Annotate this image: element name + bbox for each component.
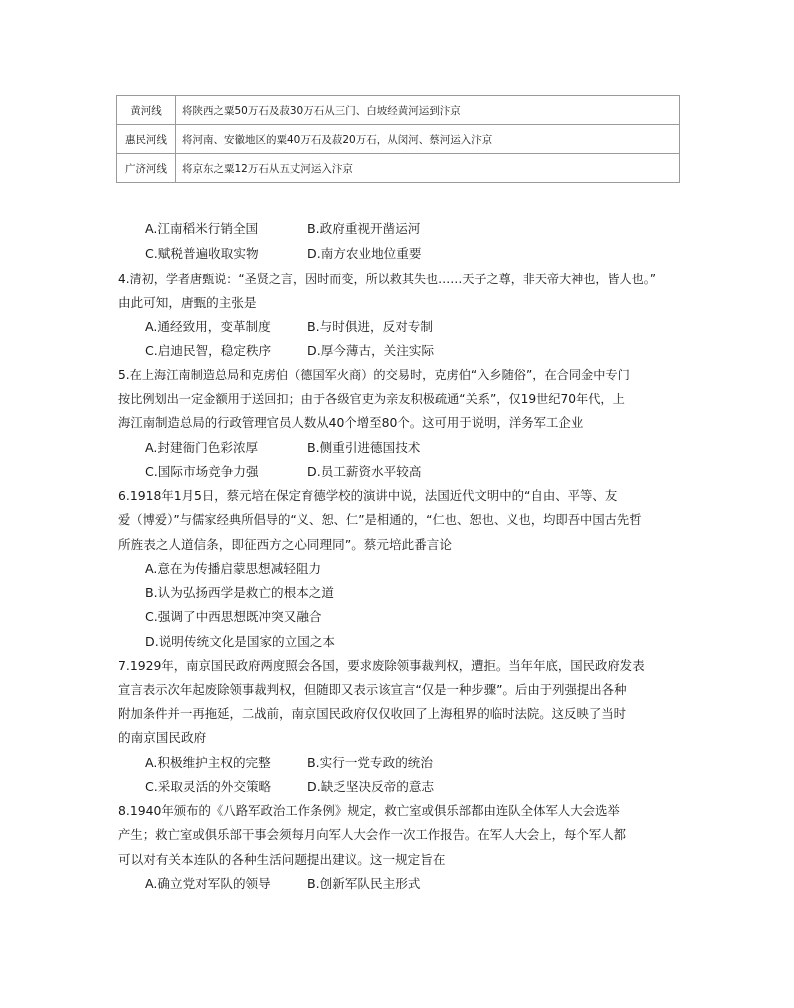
q4-stem-line: 由此可知，唐甄的主张是 xyxy=(118,295,257,310)
q3-option-d: D.南方农业地位重要 xyxy=(307,246,422,261)
canal-desc: 将陕西之粟50万石及菽30万石从三门、白坡经黄河运到汴京 xyxy=(176,96,680,125)
q4-option-c: C.启迪民智，稳定秩序 xyxy=(145,343,272,358)
canal-name: 惠民河线 xyxy=(117,125,176,154)
q5-option-a: A.封建衙门色彩浓厚 xyxy=(145,440,259,455)
q6-option-d: D.说明传统文化是国家的立国之本 xyxy=(145,634,336,649)
table-row xyxy=(117,125,680,154)
q7-stem-line: 的南京国民政府 xyxy=(118,730,207,745)
q6-stem-line: 所旌表之人道信条，即征西方之心同理同”。蔡元培此番言论 xyxy=(118,537,452,552)
q8-stem-line: 产生；救亡室或俱乐部干事会须每月向军人大会作一次工作报告。在军人大会上，每个军人都 xyxy=(118,827,627,842)
canal-desc: 将京东之粟12万石从五丈河运入汴京 xyxy=(176,154,680,183)
q6-stem-line: 爱（博爱）”与儒家经典所倡导的“义、恕、仁”是相通的，“仁也、恕也、义也，均即吾中国古先哲 xyxy=(118,513,642,527)
q6-option-b: B.认为弘扬西学是救亡的根本之道 xyxy=(145,585,334,600)
canal-table xyxy=(116,95,680,183)
q3-option-b: B.政府重视开凿运河 xyxy=(307,221,421,236)
q8-option-b: B.创新军队民主形式 xyxy=(307,876,421,891)
q6-stem-line: 6.1918年1月5日，蔡元培在保定育德学校的演讲中说，法国近代文明中的“自由、平等、友 xyxy=(118,488,618,503)
q6-option-a: A.意在为传播启蒙思想减轻阻力 xyxy=(145,561,322,576)
q3-option-a: A.江南稻米行销全国 xyxy=(145,221,259,236)
table-row xyxy=(117,154,680,183)
q3-option-c: C.赋税普遍收取实物 xyxy=(145,246,259,261)
q8-stem-line: 可以对有关本连队的各种生活问题提出建议。这一规定旨在 xyxy=(118,852,446,867)
q5-stem-line: 5.在上海江南制造总局和克虏伯（德国军火商）的交易时，克虏伯“入乡随俗”，在合同金中专门 xyxy=(118,368,630,382)
q7-option-a: A.积极维护主权的完整 xyxy=(145,755,271,770)
q5-stem-line: 海江南制造总局的行政管理官员人数从40个增至80个。这可用于说明，洋务军工企业 xyxy=(118,415,584,430)
q5-option-b: B.侧重引进德国技术 xyxy=(307,440,421,455)
q8-option-a: A.确立党对军队的领导 xyxy=(145,876,271,891)
q7-option-b: B.实行一党专政的统治 xyxy=(307,755,433,770)
q4-option-b: B.与时俱进，反对专制 xyxy=(307,319,433,334)
q7-stem-line: 附加条件并一再拖延，二战前，南京国民政府仅仅收回了上海租界的临时法院。这反映了当时 xyxy=(118,706,627,721)
q4-option-d: D.厚今薄古，关注实际 xyxy=(307,343,435,358)
q7-stem-line: 7.1929年，南京国民政府两度照会各国，要求废除领事裁判权，遭拒。当年年底，国民政府发表 xyxy=(118,658,645,673)
q4-option-a: A.通经致用，变革制度 xyxy=(145,319,271,334)
q7-stem-line: 宣言表示次年起废除领事裁判权，但随即又表示该宣言“仅是一种步骤”。后由于列强提出各种 xyxy=(118,682,627,697)
canal-name: 黄河线 xyxy=(117,96,176,125)
q5-option-d: D.员工薪资水平较高 xyxy=(307,464,422,479)
q5-stem-line: 按比例划出一定金额用于送回扣；由于各级官吏为亲友积极疏通“关系”，仅19世纪70年代，上 xyxy=(118,392,625,406)
q7-option-c: C.采取灵活的外交策略 xyxy=(145,779,272,794)
q4-stem-line: 4.清初，学者唐甄说：“圣贤之言，因时而变，所以救其失也……天子之尊，非天帝大神也，皆人也。” xyxy=(118,272,657,286)
q5-option-c: C.国际市场竞争力强 xyxy=(145,464,259,479)
q8-stem-line: 8.1940年颁布的《八路军政治工作条例》规定，救亡室或俱乐部都由连队全体军人大会选举 xyxy=(118,803,620,818)
canal-desc: 将河南、安徽地区的粟40万石及菽20万石，从闵河、蔡河运入汴京 xyxy=(176,125,680,154)
canal-name: 广济河线 xyxy=(117,154,176,183)
q7-option-d: D.缺乏坚决反帝的意志 xyxy=(307,779,435,794)
q6-option-c: C.强调了中西思想既冲突又融合 xyxy=(145,609,322,624)
table-row xyxy=(117,96,680,125)
